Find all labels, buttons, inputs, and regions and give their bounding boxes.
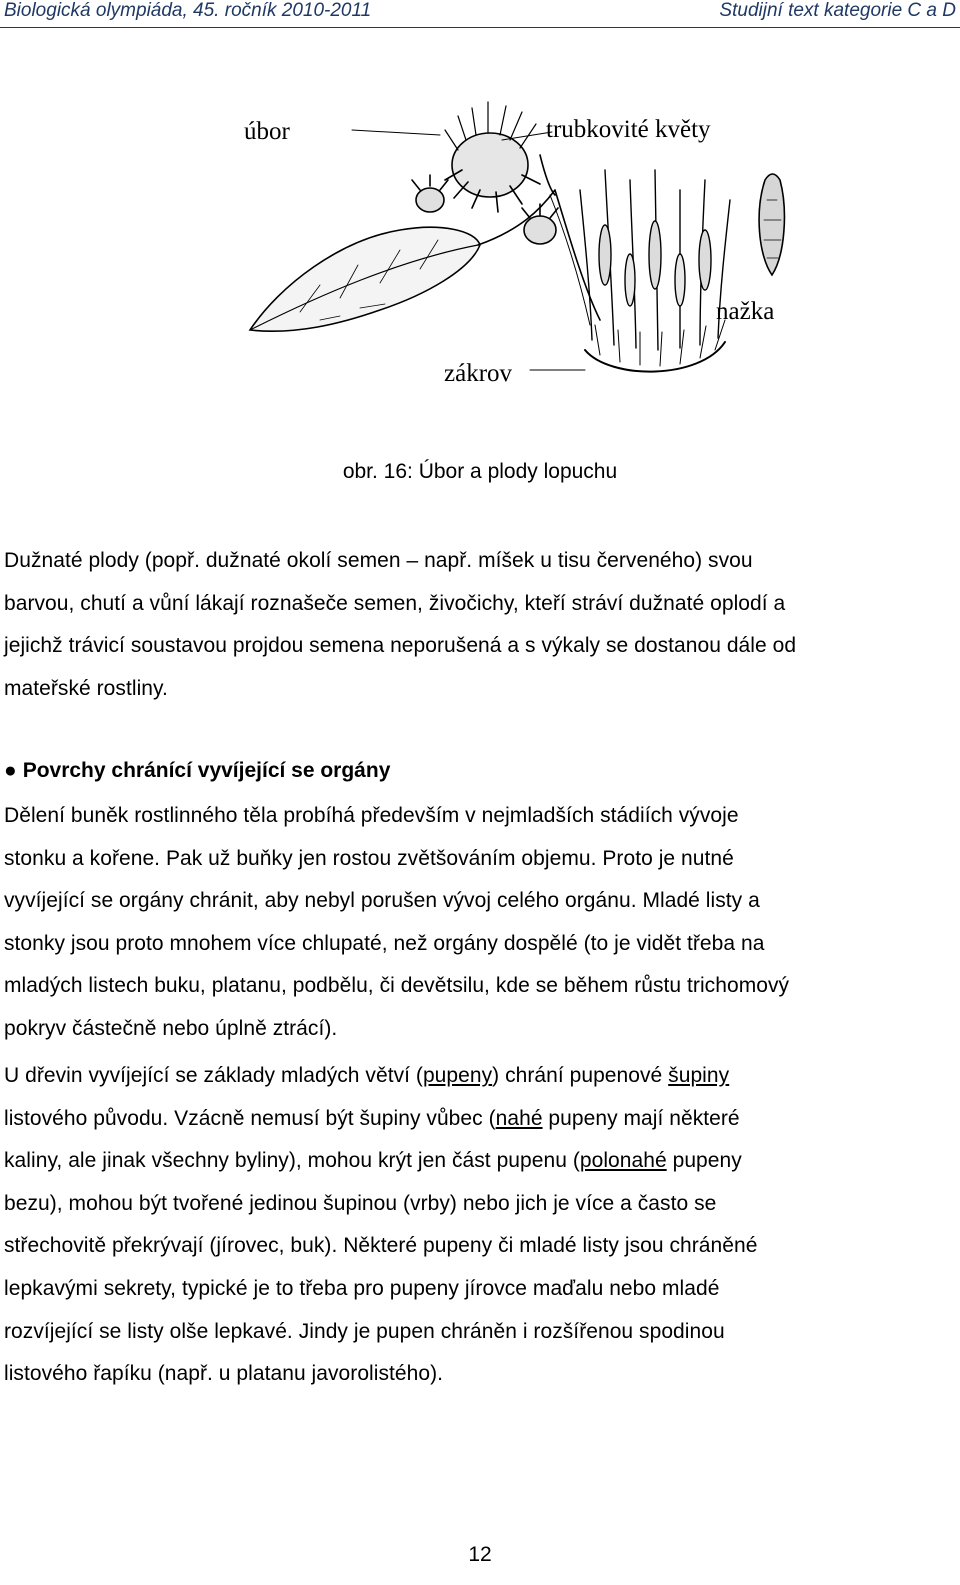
term-supiny: šupiny xyxy=(668,1064,730,1087)
term-polonahe: polonahé xyxy=(579,1149,667,1173)
text-line: listového řapíku (např. u platanu javorolistého). xyxy=(4,1362,444,1386)
text-span: U dřevin vyvíjející se základy mladých větví ( xyxy=(4,1064,423,1087)
header-rule xyxy=(0,27,960,28)
text-span: pupeny xyxy=(666,1149,742,1173)
burdock-drawing xyxy=(240,80,840,420)
text-line: vyvíjející se orgány chránit, aby nebyl porušen vývoj celého orgánu. Mladé listy a xyxy=(4,889,760,913)
text-line: jejichž trávicí soustavou projdou semena neporušená a s výkaly se dostanou dále od xyxy=(4,634,797,658)
header-left-title: Biologická olympiáda, 45. ročník 2010-2011 xyxy=(4,0,372,21)
text-line: Dělení buněk rostlinného těla probíhá především v nejmladších stádiích vývoje xyxy=(4,804,739,827)
paragraph-fleshy-fruits xyxy=(4,540,954,710)
text-line: rozvíjející se listy olše lepkavé. Jindy je pupen chráněn i rozšířenou spodinou xyxy=(4,1319,725,1343)
burdock-illustration xyxy=(240,80,840,420)
text-span: ) chrání pupenové xyxy=(492,1064,669,1087)
text-line: mateřské rostliny. xyxy=(4,676,168,700)
paragraph-buds xyxy=(4,1055,954,1396)
paragraph-cell-division xyxy=(4,795,954,1051)
text-line: stonku a kořene. Pak už buňky jen rostou zvětšováním objemu. Proto je nutné xyxy=(4,846,734,870)
header-right-title: Studijní text kategorie C a D xyxy=(719,0,956,21)
label-ubor: úbor xyxy=(244,118,290,145)
text-line: pokryv částečně nebo úplně ztrácí). xyxy=(4,1016,338,1040)
figure-caption: obr. 16: Úbor a plody lopuchu xyxy=(342,460,618,483)
text-line: mladých listech buku, platanu, podbělu, či devětsilu, kde se během růstu trichomový xyxy=(4,974,790,998)
label-zakrov: zákrov xyxy=(444,360,513,387)
text-line: barvou, chutí a vůní lákají roznašeče semen, živočichy, kteří stráví dužnaté oplodí a xyxy=(4,591,786,615)
text-span: pupeny mají některé xyxy=(542,1106,740,1130)
text-line xyxy=(4,1140,954,1183)
term-pupeny: pupeny xyxy=(422,1064,493,1087)
text-line: Dužnaté plody (popř. dužnaté okolí semen – např. míšek u tisu červeného) svou xyxy=(4,549,753,572)
text-line xyxy=(4,1055,954,1098)
label-trubkovite-kvety: trubkovité květy xyxy=(546,116,711,143)
page-number: 12 xyxy=(468,1543,492,1566)
bullet-icon: ● xyxy=(4,759,17,782)
text-line: lepkavými sekrety, typické je to třeba pro pupeny jírovce maďalu nebo mladé xyxy=(4,1276,720,1300)
page-header xyxy=(0,0,960,24)
text-line: střechovitě překrývají (jírovec, buk). Některé pupeny či mladé listy jsou chráněné xyxy=(4,1234,758,1258)
section-heading xyxy=(4,750,390,792)
label-nazka: nažka xyxy=(716,298,775,325)
text-line: bezu), mohou být tvořené jedinou šupinou (vrby) nebo jich je více a často se xyxy=(4,1191,717,1215)
text-span: listového původu. Vzácně nemusí být šupiny vůbec ( xyxy=(4,1106,496,1130)
text-line xyxy=(4,1098,954,1141)
text-line: stonky jsou proto mnohem více chlupaté, než orgány dospělé (to je vidět třeba na xyxy=(4,931,765,955)
section-heading-text: Povrchy chránící vyvíjející se orgány xyxy=(22,759,391,782)
term-nahe: nahé xyxy=(495,1106,543,1130)
text-span: kaliny, ale jinak všechny byliny), mohou krýt jen část pupenu ( xyxy=(4,1149,580,1173)
